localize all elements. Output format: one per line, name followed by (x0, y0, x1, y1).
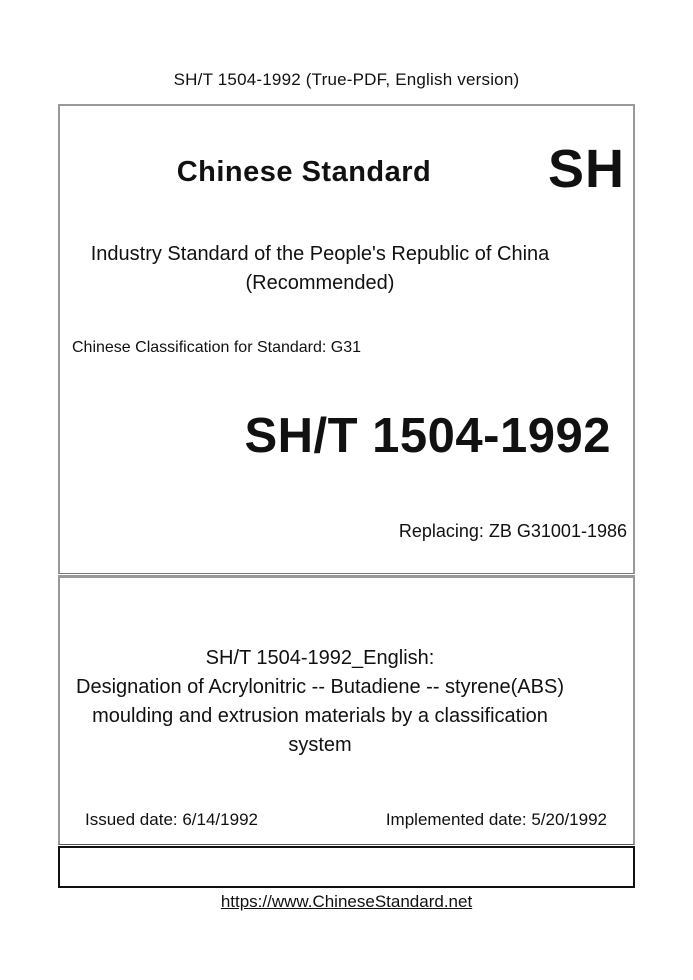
english-title (60, 644, 580, 760)
standard-number: SH/T 1504-1992 (244, 409, 611, 463)
english-title-line-2: Designation of Acrylonitric -- Butadiene -- styrene(ABS) (76, 676, 564, 698)
classification-line: Chinese Classification for Standard: G31 (72, 339, 362, 356)
org-line-1: Industry Standard of the People's Republic of China (90, 243, 550, 265)
document-header-line: SH/T 1504-1992 (True-PDF, English version) (173, 70, 520, 89)
footer-url-link[interactable]: https://www.ChineseStandard.net (220, 892, 473, 911)
cover-box (58, 104, 635, 574)
empty-box (58, 846, 635, 888)
english-title-line-1: SH/T 1504-1992_English: (205, 647, 435, 669)
footer (0, 892, 693, 912)
english-title-line-3: moulding and extrusion materials by a classification system (92, 705, 548, 756)
sh-logo: SH (547, 139, 625, 199)
summary-box (58, 575, 635, 845)
brand-row (60, 139, 633, 199)
brand-title-wrap (60, 142, 548, 189)
dates-row (60, 810, 633, 830)
issued-date: Issued date: 6/14/1992 (85, 810, 258, 829)
replacing-line: Replacing: ZB G31001-1986 (398, 521, 627, 541)
org-lines (60, 240, 580, 298)
org-line-2: (Recommended) (245, 272, 395, 294)
brand-title: Chinese Standard (176, 156, 432, 188)
implemented-date: Implemented date: 5/20/1992 (385, 810, 607, 829)
